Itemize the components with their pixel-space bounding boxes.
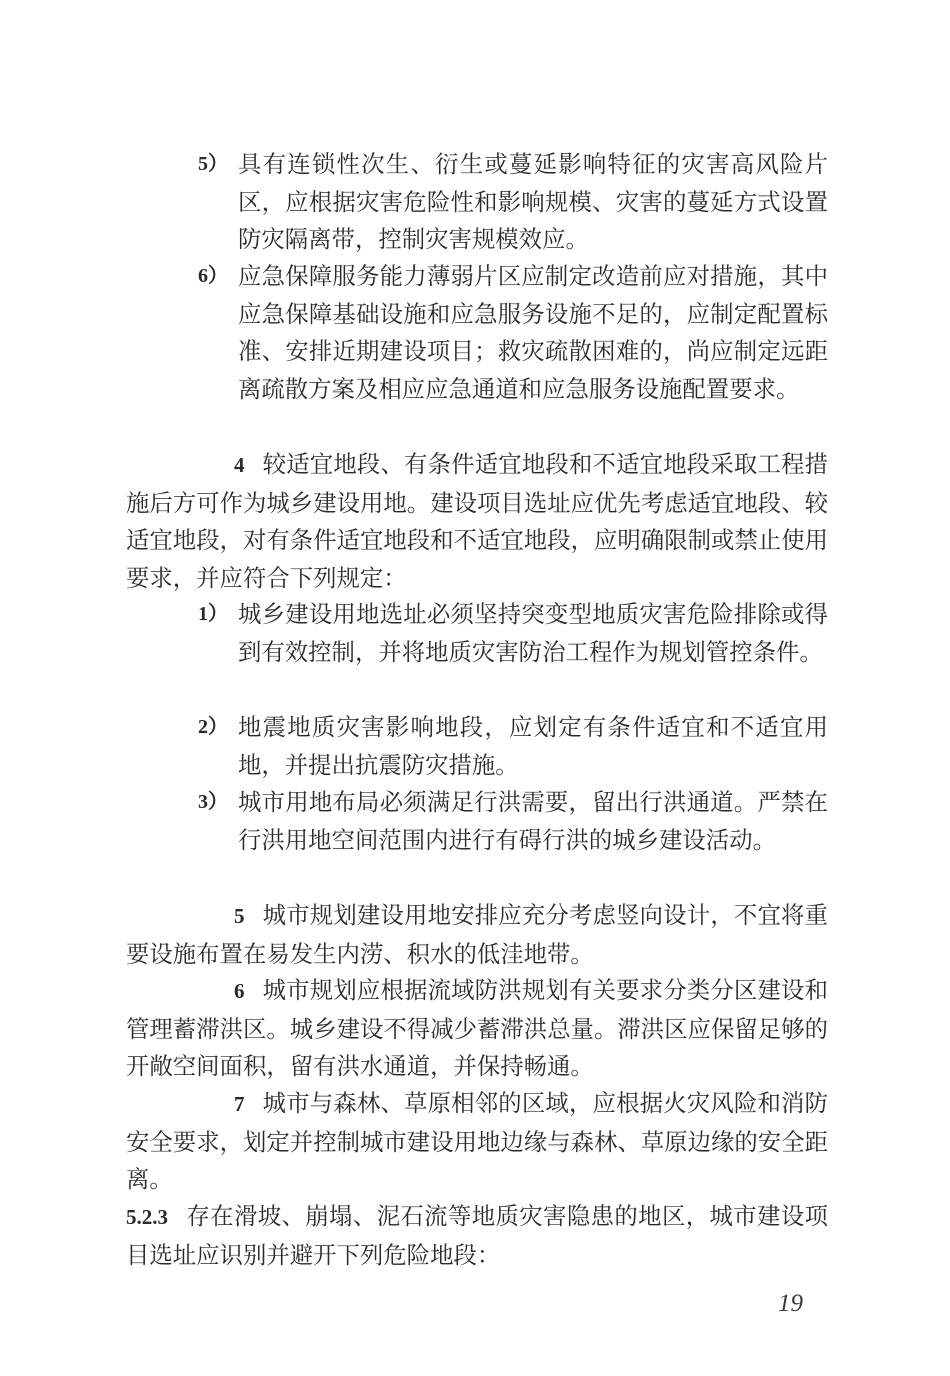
list-item-text: 城市用地布局必须满足行洪需要，留出行洪通道。严禁在行洪用地空间范围内进行有碍行洪的城乡建设活动。 [238, 788, 828, 854]
list-item-number: 6） [198, 265, 228, 287]
list-item-number: 5） [198, 153, 228, 175]
clause-text: 较适宜地段、有条件适宜地段和不适宜地段采取工程措施后方可作为城乡建设用地。建设项目选址应优先考虑适宜地段、较适宜地段，对有条件适宜地段和不适宜地段，应明确限制或禁止使用要求，并应符合下列规定： [126, 450, 828, 592]
list-item-3 [198, 784, 828, 859]
clause-number: 6 [234, 979, 245, 1003]
clause-6 [126, 972, 828, 1086]
list-item-2 [198, 709, 828, 784]
list-item-text: 应急保障服务能力薄弱片区应制定改造前应对措施，其中应急保障基础设施和应急服务设施不足的，应制定配置标准、安排近期建设项目；救灾疏散困难的，尚应制定远距离疏散方案及相应应急通道和应急服务设施配置要求。 [238, 262, 828, 403]
list-item-number: 3） [198, 791, 228, 813]
list-item-text: 地震地质灾害影响地段，应划定有条件适宜和不适宜用地，并提出抗震防灾措施。 [238, 713, 828, 779]
list-item-text: 具有连锁性次生、衍生或蔓延影响特征的灾害高风险片区，应根据灾害危险性和影响规模、灾害的蔓延方式设置防灾隔离带，控制灾害规模效应。 [238, 150, 828, 253]
clause-number: 5 [234, 904, 245, 928]
clause-5-2-3 [126, 1198, 828, 1274]
list-item-number: 1） [198, 603, 228, 625]
clause-7 [126, 1085, 828, 1199]
list-item-5 [198, 146, 828, 259]
clause-number: 5.2.3 [126, 1205, 168, 1229]
clause-text: 城市规划建设用地安排应充分考虑竖向设计，不宜将重要设施布置在易发生内涝、积水的低洼地带。 [126, 901, 828, 968]
list-item-6 [198, 258, 828, 408]
clause-5 [126, 897, 828, 973]
clause-text: 城市与森林、草原相邻的区域，应根据火灾风险和消防安全要求，划定并控制城市建设用地边缘与森林、草原边缘的安全距离。 [126, 1089, 828, 1193]
clause-number: 4 [234, 453, 245, 477]
list-item-text: 城乡建设用地选址必须坚持突变型地质灾害危险排除或得到有效控制，并将地质灾害防治工程作为规划管控条件。 [238, 600, 828, 666]
list-item-number: 2） [198, 716, 228, 738]
clause-number: 7 [234, 1092, 245, 1116]
clause-text: 城市规划应根据流域防洪规划有关要求分类分区建设和管理蓄滞洪区。城乡建设不得减少蓄滞洪总量。滞洪区应保留足够的开敞空间面积，留有洪水通道，并保持畅通。 [126, 976, 828, 1080]
list-item-1 [198, 596, 828, 671]
clause-text: 存在滑坡、崩塌、泥石流等地质灾害隐患的地区，城市建设项目选址应识别并避开下列危险地段： [126, 1202, 828, 1269]
page-number: 19 [778, 1290, 803, 1317]
clause-4 [126, 446, 828, 597]
